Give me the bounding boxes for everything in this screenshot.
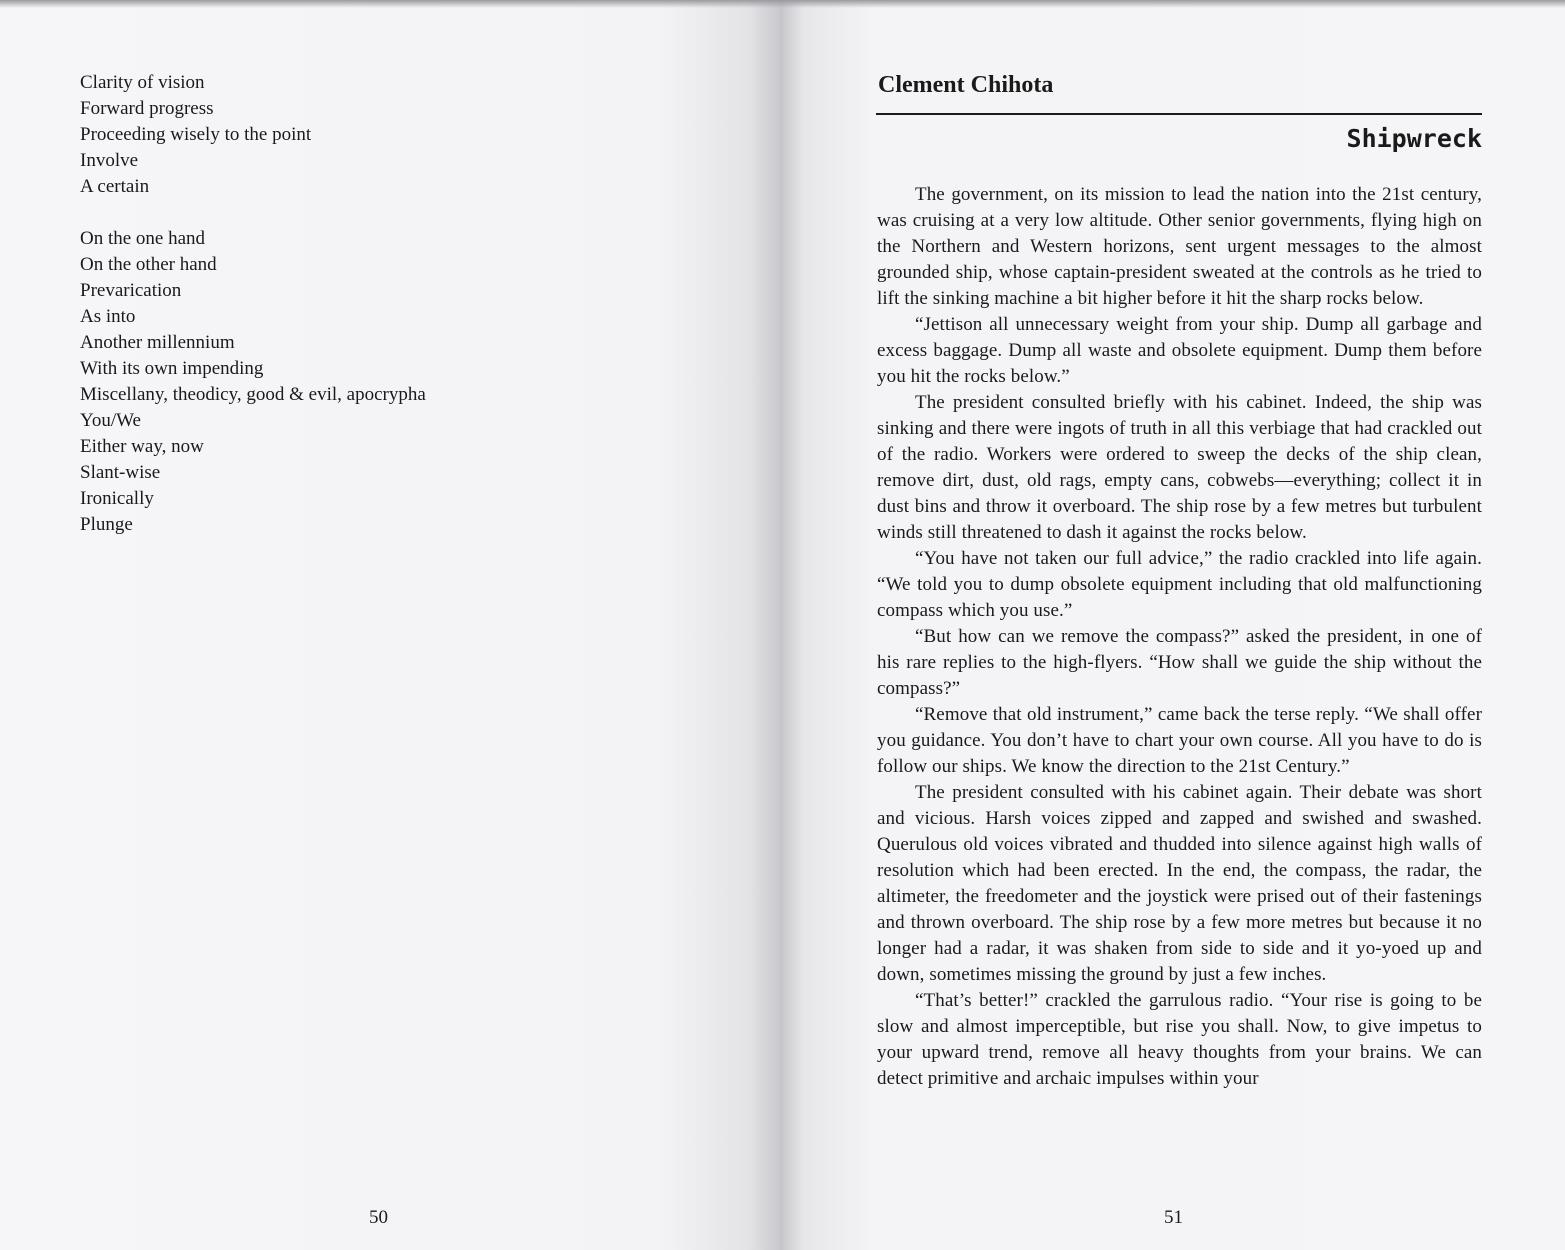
poem-line: On the other hand (80, 254, 217, 275)
poem-line: On the one hand (80, 228, 206, 249)
poem-line: Prevarication (80, 280, 182, 301)
page-number-left: 50 (369, 1207, 388, 1228)
title-rule (876, 113, 1482, 115)
paragraph: The president consulted with his cabinet again. Their debate was short and vicious. Harsh voices zipped and zapped and swished and swashed. Querulous old voices vibrated and thudded into silence against high walls of resolution which had been erected. In the end, the compass, the radar, the altimeter, the freedometer and the joystick were prised out of their fastenings and thrown overboard. The ship rose by a few more metres but because it no longer had a radar, it was shaken from side to side and it yo-yoed up and down, sometimes missing the ground by just a few inches. (877, 782, 1482, 985)
story-title: Shipwreck (1346, 124, 1482, 153)
paragraph: “But how can we remove the compass?” asked the president, in one of his rare replies to the high-flyers. “How shall we guide the ship without the compass?” (877, 626, 1482, 699)
poem-line: Involve (80, 150, 139, 171)
poem-line: Plunge (80, 514, 133, 535)
poem-line: Miscellany, theodicy, good & evil, apocrypha (80, 384, 426, 405)
poem-line: Clarity of vision (80, 72, 205, 93)
poem-line: Forward progress (80, 98, 214, 119)
poem-line: With its own impending (80, 358, 264, 379)
stanza-break (80, 200, 426, 226)
poem-line: Another millennium (80, 332, 235, 353)
poem-line: Slant-wise (80, 462, 161, 483)
poem-line: A certain (80, 176, 150, 197)
poem-line: You/We (80, 410, 141, 431)
author-name: Clement Chihota (878, 72, 1054, 98)
poem-line: As into (80, 306, 136, 327)
poem-line: Proceeding wisely to the point (80, 124, 312, 145)
left-page (0, 0, 780, 1250)
paragraph: The president consulted briefly with his cabinet. Indeed, the ship was sinking and there were ingots of truth in all this verbiage that had crackled out of the radio. Workers were ordered to sweep the decks of the ship clean, remove dirt, dust, old rags, empty cans, cobwebs—everything; collect it in dust bins and throw it overboard. The ship rose by a few metres but turbulent winds still threatened to dash it against the rocks below. (877, 392, 1482, 543)
paragraph: The government, on its mission to lead the nation into the 21st century, was cruising at a very low altitude. Other senior governments, flying high on the Northern and Western horizons, sent urgent messages to the almost grounded ship, whose captain-president sweated at the controls as he tried to lift the sinking machine a bit higher before it hit the sharp rocks below. (877, 184, 1482, 309)
poem-line: Ironically (80, 488, 154, 509)
paragraph: “Jettison all unnecessary weight from your ship. Dump all garbage and excess baggage. Dump all waste and obsolete equipment. Dump them before you hit the rocks below.” (877, 314, 1482, 387)
page-number-right: 51 (1164, 1207, 1183, 1228)
story-body (877, 182, 1482, 1092)
poem (80, 70, 426, 538)
poem-line: Either way, now (80, 436, 204, 457)
top-edge-shadow (0, 0, 1565, 8)
paragraph: “Remove that old instrument,” came back the terse reply. “We shall offer you guidance. You don’t have to chart your own course. All you have to do is follow our ships. We know the direction to the 21st Century.” (877, 704, 1482, 777)
paragraph: “That’s better!” crackled the garrulous radio. “Your rise is going to be slow and almost imperceptible, but rise you shall. Now, to give impetus to your upward trend, remove all heavy thoughts from your brains. We can detect primitive and archaic impulses within your (877, 990, 1482, 1089)
paragraph: “You have not taken our full advice,” the radio crackled into life again. “We told you to dump obsolete equipment including that old malfunctioning compass which you use.” (877, 548, 1482, 621)
